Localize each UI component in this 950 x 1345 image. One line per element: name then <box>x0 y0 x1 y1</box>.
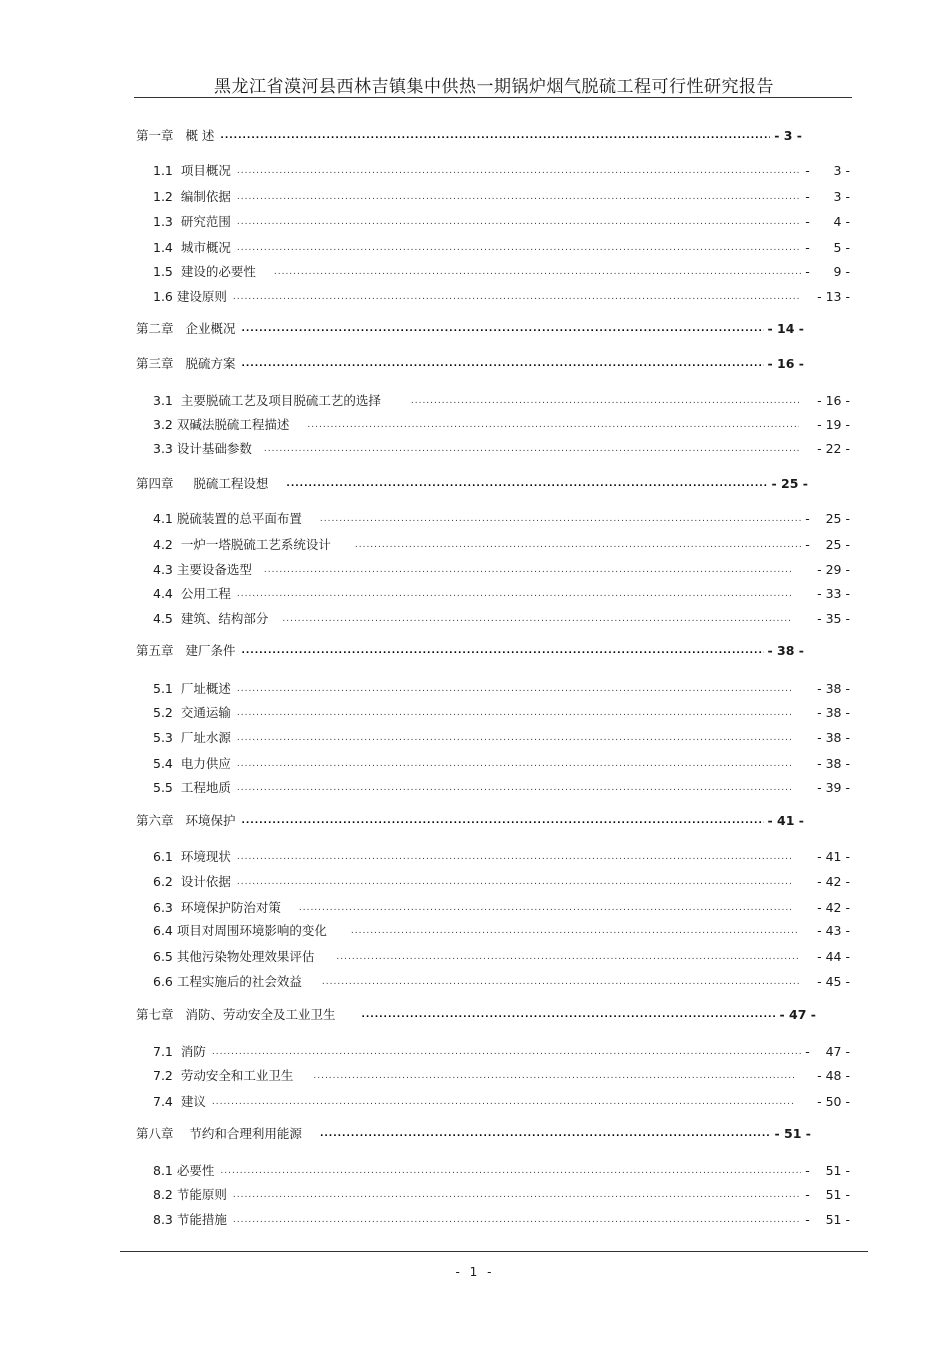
toc-section-title: 其他污染物处理效果评估 <box>176 949 315 964</box>
toc-chapter-3[interactable] <box>136 355 804 373</box>
toc-section-number: 4.5 <box>153 611 173 626</box>
toc-page: - 25 - <box>771 476 808 491</box>
toc-section-3-1[interactable] <box>153 392 850 410</box>
toc-leader <box>313 1067 797 1085</box>
toc-leader <box>237 779 793 797</box>
toc-chapter-8[interactable] <box>136 1125 811 1143</box>
toc-section-number: 1.3 <box>153 214 173 229</box>
toc-section-title: 项目概况 <box>180 163 231 178</box>
toc-page: - 16 - <box>817 393 850 408</box>
toc-leader <box>237 680 793 698</box>
toc-section-6-6[interactable] <box>153 973 850 991</box>
toc-section-number: 6.4 <box>153 923 173 938</box>
toc-leader <box>282 610 793 628</box>
toc-leader <box>241 320 763 338</box>
toc-section-3-3[interactable] <box>153 440 850 458</box>
toc-section-number: 3.3 <box>153 441 173 456</box>
document-title: 黑龙江省漠河县西林吉镇集中供热一期锅炉烟气脱硫工程可行性研究报告 <box>214 77 774 97</box>
toc-section-title: 双碱法脱硫工程描述 <box>176 417 290 432</box>
toc-section-title: 劳动安全和工业卫生 <box>180 1068 294 1083</box>
toc-leader <box>233 1211 801 1229</box>
toc-section-number: 4.4 <box>153 586 173 601</box>
toc-section-5-1[interactable] <box>153 680 850 698</box>
toc-section-title: 建设的必要性 <box>180 264 256 279</box>
toc-section-1-5[interactable] <box>153 263 850 281</box>
toc-section-title: 项目对周围环境影响的变化 <box>176 923 327 938</box>
toc-section-4-4[interactable] <box>153 585 850 603</box>
toc-section-5-3[interactable] <box>153 729 850 747</box>
toc-section-number: 1.6 <box>153 289 173 304</box>
toc-leader <box>220 1162 801 1180</box>
toc-section-title: 主要脱硫工艺及项目脱硫工艺的选择 <box>180 393 381 408</box>
toc-leader <box>320 1125 771 1143</box>
toc-chapter-2[interactable] <box>136 320 804 338</box>
toc-section-1-3[interactable] <box>153 213 850 231</box>
toc-section-4-3[interactable] <box>153 561 850 579</box>
toc-page: - 47 - <box>805 1044 850 1059</box>
toc-section-title: 设计依据 <box>180 874 231 889</box>
toc-section-number: 8.1 <box>153 1163 173 1178</box>
toc-section-number: 1.1 <box>153 163 173 178</box>
toc-page: - 51 - <box>774 1126 811 1141</box>
toc-leader <box>237 239 801 257</box>
toc-leader <box>212 1093 793 1111</box>
toc-leader <box>274 263 801 281</box>
toc-leader <box>320 510 801 528</box>
toc-chapter-number: 第六章 <box>136 813 174 828</box>
toc-chapter-title: 脱硫方案 <box>185 356 236 371</box>
toc-chapter-6[interactable] <box>136 812 804 830</box>
toc-page: - 51 - <box>805 1163 850 1178</box>
toc-chapter-number: 第七章 <box>136 1007 174 1022</box>
toc-chapter-5[interactable] <box>136 642 804 660</box>
toc-section-number: 5.2 <box>153 705 173 720</box>
toc-section-number: 4.2 <box>153 537 173 552</box>
toc-section-number: 3.1 <box>153 393 173 408</box>
toc-page: - 41 - <box>767 813 804 828</box>
toc-chapter-title: 概 述 <box>185 128 215 143</box>
toc-section-number: 4.3 <box>153 562 173 577</box>
toc-section-number: 1.5 <box>153 264 173 279</box>
toc-leader <box>237 729 793 747</box>
toc-section-title: 交通运输 <box>180 705 231 720</box>
toc-section-title: 厂址水源 <box>180 730 231 745</box>
toc-page: - 44 - <box>817 949 850 964</box>
toc-page: - 16 - <box>767 356 804 371</box>
toc-section-title: 环境保护防治对策 <box>180 900 281 915</box>
toc-page: - 35 - <box>817 611 850 626</box>
toc-section-4-2[interactable] <box>153 536 850 554</box>
toc-page: - 14 - <box>767 321 804 336</box>
toc-section-8-1[interactable] <box>153 1162 850 1180</box>
toc-page: - 38 - <box>817 705 850 720</box>
toc-page: - 51 - <box>805 1187 850 1202</box>
toc-section-3-2[interactable] <box>153 416 850 434</box>
toc-page: - 5 - <box>805 240 850 255</box>
toc-section-title: 节能措施 <box>176 1212 227 1227</box>
toc-leader <box>212 1043 801 1061</box>
toc-section-title: 消防 <box>180 1044 206 1059</box>
toc-section-title: 设计基础参数 <box>176 441 252 456</box>
toc-leader <box>233 288 799 306</box>
toc-chapter-number: 第一章 <box>136 128 174 143</box>
toc-page: - 39 - <box>817 780 850 795</box>
toc-leader <box>237 755 793 773</box>
toc-section-number: 7.4 <box>153 1094 173 1109</box>
toc-page: - 47 - <box>779 1007 816 1022</box>
toc-page: - 3 - <box>805 189 850 204</box>
toc-section-title: 建议 <box>180 1094 206 1109</box>
toc-section-number: 5.3 <box>153 730 173 745</box>
toc-chapter-title: 环境保护 <box>185 813 236 828</box>
toc-section-number: 8.3 <box>153 1212 173 1227</box>
toc-page: - 42 - <box>817 874 850 889</box>
toc-section-6-1[interactable] <box>153 848 850 866</box>
toc-chapter-title: 建厂条件 <box>185 643 236 658</box>
toc-leader <box>237 704 793 722</box>
toc-leader <box>237 188 801 206</box>
toc-page: - 50 - <box>817 1094 850 1109</box>
toc-leader <box>286 475 767 493</box>
toc-chapter-number: 第四章 <box>136 476 174 491</box>
toc-section-number: 4.1 <box>153 511 173 526</box>
toc-section-1-6[interactable] <box>153 288 850 306</box>
toc-section-5-5[interactable] <box>153 779 850 797</box>
toc-section-6-4[interactable] <box>153 922 850 940</box>
toc-chapter-title: 消防、劳动安全及工业卫生 <box>185 1007 336 1022</box>
toc-section-number: 3.2 <box>153 417 173 432</box>
toc-section-7-4[interactable] <box>153 1093 850 1111</box>
toc-section-8-2[interactable] <box>153 1186 850 1204</box>
toc-chapter-4[interactable] <box>136 475 808 493</box>
toc-section-4-1[interactable] <box>153 510 850 528</box>
toc-page: - 19 - <box>817 417 850 432</box>
toc-section-title: 环境现状 <box>180 849 231 864</box>
toc-chapter-1[interactable] <box>136 127 802 145</box>
toc-leader <box>322 973 799 991</box>
toc-page: - 25 - <box>805 537 850 552</box>
toc-section-number: 1.2 <box>153 189 173 204</box>
toc-leader <box>241 355 763 373</box>
footer-rule <box>120 1251 868 1252</box>
toc-leader <box>264 440 799 458</box>
toc-leader <box>237 873 793 891</box>
toc-page: - 4 - <box>805 214 850 229</box>
toc-chapter-title: 节约和合理利用能源 <box>189 1126 302 1141</box>
toc-page: - 45 - <box>817 974 850 989</box>
toc-leader <box>361 1006 775 1024</box>
toc-section-1-1[interactable] <box>153 162 850 180</box>
toc-page: - 43 - <box>817 923 850 938</box>
toc-section-7-2[interactable] <box>153 1067 850 1085</box>
toc-section-4-5[interactable] <box>153 610 850 628</box>
toc-page: - 22 - <box>817 441 850 456</box>
toc-section-6-5[interactable] <box>153 948 850 966</box>
toc-page: - 29 - <box>817 562 850 577</box>
toc-section-number: 6.5 <box>153 949 173 964</box>
toc-chapter-number: 第五章 <box>136 643 174 658</box>
toc-section-number: 7.2 <box>153 1068 173 1083</box>
toc-section-6-3[interactable] <box>153 899 850 917</box>
toc-section-number: 6.1 <box>153 849 173 864</box>
toc-section-title: 电力供应 <box>180 756 231 771</box>
toc-section-title: 编制依据 <box>180 189 231 204</box>
page-number: - 1 - <box>455 1265 495 1279</box>
toc-section-number: 5.5 <box>153 780 173 795</box>
toc-chapter-number: 第三章 <box>136 356 174 371</box>
toc-leader <box>220 127 770 145</box>
toc-section-number: 5.1 <box>153 681 173 696</box>
toc-page: - 38 - <box>767 643 804 658</box>
toc-leader <box>299 899 793 917</box>
toc-section-8-3[interactable] <box>153 1211 850 1229</box>
toc-leader <box>241 812 763 830</box>
toc-section-number: 6.2 <box>153 874 173 889</box>
toc-page: - 38 - <box>817 730 850 745</box>
toc-leader <box>233 1186 801 1204</box>
toc-leader <box>307 416 799 434</box>
toc-section-title: 工程实施后的社会效益 <box>176 974 302 989</box>
toc-leader <box>241 642 763 660</box>
toc-section-title: 研究范围 <box>180 214 231 229</box>
toc-leader <box>237 585 793 603</box>
toc-section-title: 厂址概述 <box>180 681 231 696</box>
toc-section-title: 建筑、结构部分 <box>180 611 269 626</box>
toc-section-title: 主要设备选型 <box>176 562 252 577</box>
toc-chapter-number: 第八章 <box>136 1126 174 1141</box>
toc-leader <box>264 561 793 579</box>
toc-section-number: 1.4 <box>153 240 173 255</box>
toc-section-title: 脱硫装置的总平面布置 <box>176 511 302 526</box>
toc-chapter-title: 脱硫工程设想 <box>193 476 269 491</box>
toc-leader <box>237 848 793 866</box>
toc-section-5-2[interactable] <box>153 704 850 722</box>
toc-section-7-1[interactable] <box>153 1043 850 1061</box>
toc-page: - 33 - <box>817 586 850 601</box>
toc-page: - 3 - <box>805 163 850 178</box>
toc-section-title: 节能原则 <box>176 1187 227 1202</box>
toc-page: - 13 - <box>817 289 850 304</box>
toc-section-title: 工程地质 <box>180 780 231 795</box>
toc-page: - 25 - <box>805 511 850 526</box>
toc-section-number: 8.2 <box>153 1187 173 1202</box>
toc-page: - 38 - <box>817 756 850 771</box>
toc-leader <box>237 162 801 180</box>
toc-section-number: 6.6 <box>153 974 173 989</box>
toc-chapter-number: 第二章 <box>136 321 174 336</box>
toc-section-1-2[interactable] <box>153 188 850 206</box>
toc-leader <box>351 922 799 940</box>
toc-section-number: 7.1 <box>153 1044 173 1059</box>
toc-chapter-title: 企业概况 <box>185 321 236 336</box>
toc-section-title: 必要性 <box>176 1163 215 1178</box>
toc-section-title: 一炉一塔脱硫工艺系统设计 <box>180 537 331 552</box>
toc-leader <box>411 392 799 410</box>
toc-section-6-2[interactable] <box>153 873 850 891</box>
toc-page: - 48 - <box>817 1068 850 1083</box>
toc-section-number: 6.3 <box>153 900 173 915</box>
toc-page: - 9 - <box>805 264 850 279</box>
toc-section-1-4[interactable] <box>153 239 850 257</box>
toc-chapter-7[interactable] <box>136 1006 816 1024</box>
toc-section-5-4[interactable] <box>153 755 850 773</box>
toc-section-title: 建设原则 <box>176 289 227 304</box>
toc-leader <box>355 536 801 554</box>
toc-leader <box>336 948 799 966</box>
toc-page: - 51 - <box>805 1212 850 1227</box>
toc-page: - 3 - <box>774 128 802 143</box>
toc-page: - 38 - <box>817 681 850 696</box>
toc-section-number: 5.4 <box>153 756 173 771</box>
toc-section-title: 城市概况 <box>180 240 231 255</box>
toc-page: - 41 - <box>817 849 850 864</box>
toc-leader <box>237 213 801 231</box>
toc-page: - 42 - <box>817 900 850 915</box>
toc-section-title: 公用工程 <box>180 586 231 601</box>
